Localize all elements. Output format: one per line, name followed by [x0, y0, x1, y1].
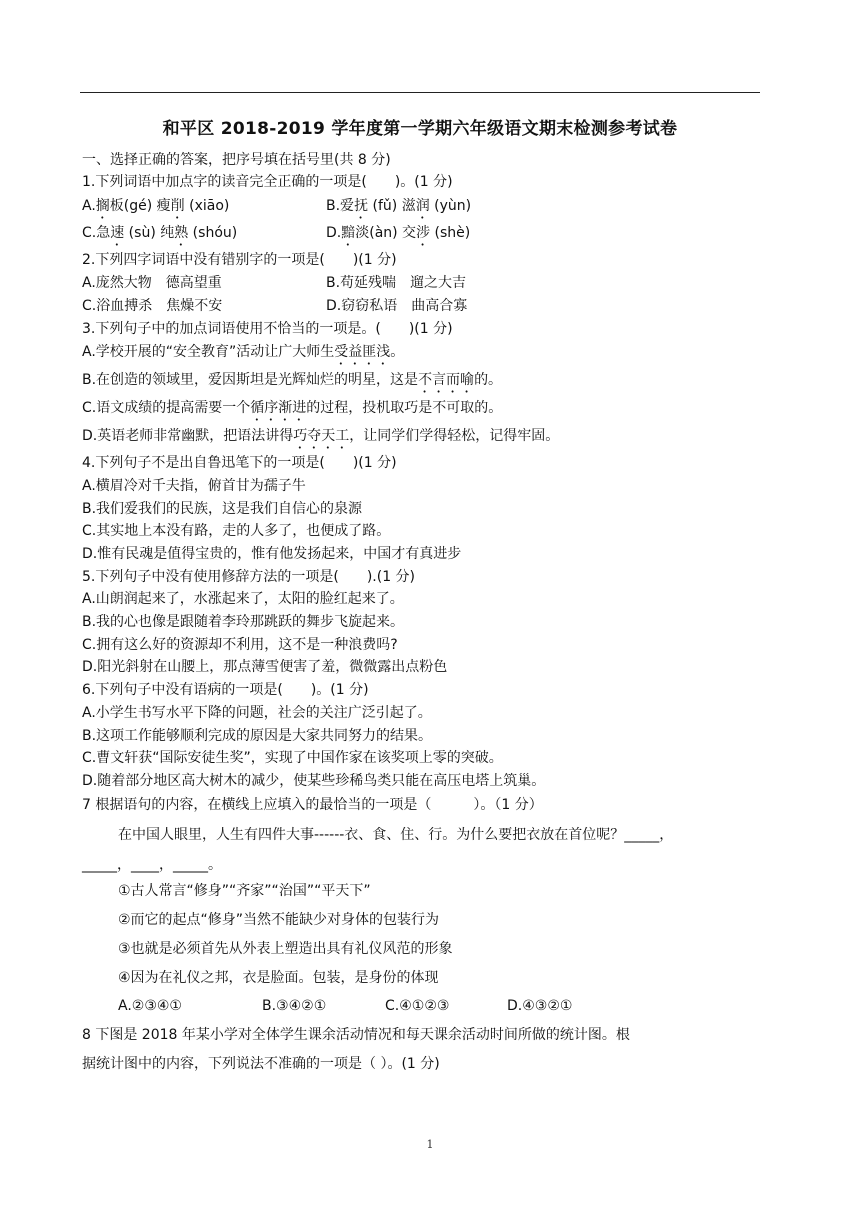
q7-passage-line2: _____，____，_____。 — [82, 857, 222, 873]
q7-sentence-4: ④因为在礼仪之邦，衣是脸面。包装，是身份的体现 — [118, 970, 439, 986]
q4-option-c: C.其实地上本没有路，走的人多了，也便成了路。 — [82, 523, 391, 539]
q5-option-a: A.山朗润起来了，水涨起来了，太阳的脸红起来了。 — [82, 591, 404, 607]
q5-stem: 5.下列句子中没有使用修辞方法的一项是( ).(1 分) — [82, 569, 416, 585]
q5-option-c: C.拥有这么好的资源却不利用，这不是一种浪费吗? — [82, 637, 398, 653]
page-number: 1 — [426, 1138, 434, 1151]
q7-option-a: A.②③④① — [118, 998, 182, 1014]
q3-option-b: B.在创造的领域里，爱因斯坦是光辉灿烂的明星，这是不言而喻的。 — [82, 372, 503, 388]
q7-option-c: C.④①②③ — [385, 998, 450, 1014]
q6-option-b: B.这项工作能够顺利完成的原因是大家共同努力的结果。 — [82, 728, 433, 744]
q2-option-c: C.浴血搏杀 焦燥不安 — [82, 298, 223, 314]
q2-option-a: A.庞然大物 德高望重 — [82, 275, 222, 291]
q8-stem-line1: 8 下图是 2018 年某小学对全体学生课余活动情况和每天课余活动时间所做的统计图。根 — [82, 1027, 630, 1043]
q5-option-d: D.阳光斜射在山腰上，那点薄雪便害了羞，微微露出点粉色 — [82, 659, 448, 675]
section-heading: 一、选择正确的答案，把序号填在括号里(共 8 分) — [82, 152, 391, 168]
q7-option-d: D.④③②① — [507, 998, 573, 1014]
page-title: 和平区 2018-2019 学年度第一学期六年级语文期末检测参考试卷 — [162, 119, 678, 139]
q4-option-a: A.横眉冷对千夫指，俯首甘为孺子牛 — [82, 478, 306, 494]
q5-option-b: B.我的心也像是跟随着李玲那跳跃的舞步飞旋起来。 — [82, 614, 405, 630]
q4-option-d: D.惟有民魂是值得宝贵的，惟有他发扬起来，中国才有真进步 — [82, 546, 462, 562]
q6-stem: 6.下列句子中没有语病的一项是( )。(1 分) — [82, 682, 369, 698]
q6-option-c: C.曹文轩获“国际安徒生奖”，实现了中国作家在该奖项上零的突破。 — [82, 750, 503, 766]
q2-option-d: D.窃窃私语 曲高合寡 — [326, 298, 468, 314]
q1-option-a: A.搁板(gé) 瘦削 (xiāo) — [82, 198, 230, 214]
q7-sentence-2: ②而它的起点“修身”当然不能缺少对身体的包装行为 — [118, 912, 440, 928]
q3-option-a: A.学校开展的“安全教育”活动让广大师生受益匪浅。 — [82, 344, 405, 360]
q6-option-a: A.小学生书写水平下降的问题，社会的关注广泛引起了。 — [82, 705, 432, 721]
q7-stem: 7 根据语句的内容，在横线上应填入的最恰当的一项是（ ）。（1 分） — [82, 797, 543, 813]
q7-option-b: B.③④②① — [262, 998, 327, 1014]
q2-stem: 2.下列四字词语中没有错别字的一项是( )(1 分) — [82, 252, 397, 268]
q4-stem: 4.下列句子不是出自鲁迅笔下的一项是( )(1 分) — [82, 455, 397, 471]
q1-option-d: D.黯淡(àn) 交涉 (shè) — [326, 225, 471, 241]
q8-stem-line2: 据统计图中的内容，下列说法不准确的一项是（ ）。(1 分) — [82, 1056, 440, 1072]
header-rule — [80, 92, 760, 93]
q1-option-b: B.爱抚 (fǔ) 滋润 (yùn) — [326, 198, 472, 214]
q7-passage-line1: 在中国人眼里，人生有四件大事------衣、食、住、行。为什么要把衣放在首位呢？_____， — [118, 827, 674, 843]
q4-option-b: B.我们爱我们的民族，这是我们自信心的泉源 — [82, 501, 363, 517]
q3-option-d: D.英语老师非常幽默，把语法讲得巧夺天工，让同学们学得轻松，记得牢固。 — [82, 428, 560, 444]
q2-option-b: B.苟延残喘 遛之大吉 — [326, 275, 467, 291]
q1-stem: 1.下列词语中加点字的读音完全正确的一项是( )。(1 分) — [82, 174, 453, 190]
q3-option-c: C.语文成绩的提高需要一个循序渐进的过程，投机取巧是不可取的。 — [82, 400, 503, 416]
q1-option-c: C.急速 (sù) 纯熟 (shóu) — [82, 225, 238, 241]
q7-sentence-1: ①古人常言“修身”“齐家”“治国”“平天下” — [118, 883, 371, 899]
q3-stem: 3.下列句子中的加点词语使用不恰当的一项是。( )(1 分) — [82, 321, 453, 337]
q6-option-d: D.随着部分地区高大树木的减少，使某些珍稀鸟类只能在高压电塔上筑巢。 — [82, 773, 546, 789]
q7-sentence-3: ③也就是必须首先从外表上塑造出具有礼仪风范的形象 — [118, 941, 453, 957]
